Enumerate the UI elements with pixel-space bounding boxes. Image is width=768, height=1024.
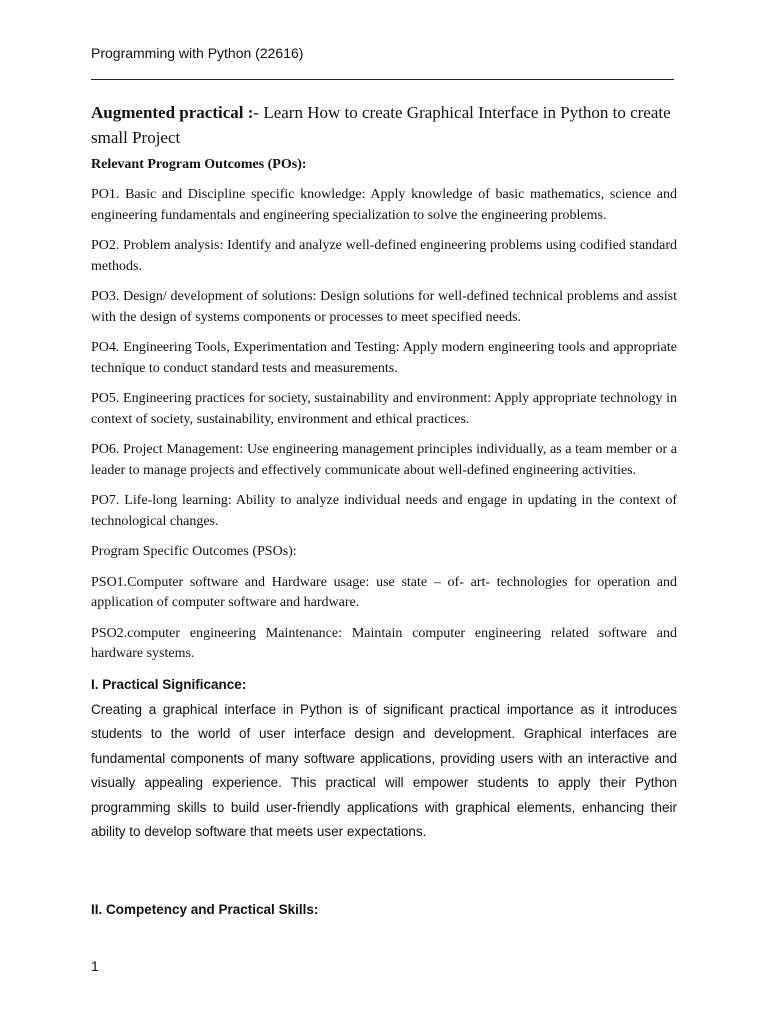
practical-title-label: Augmented practical : [91, 103, 254, 122]
practical-title [91, 100, 677, 150]
po-heading: Relevant Program Outcomes (POs): [91, 157, 307, 172]
po-item: PO1. Basic and Discipline specific knowledge: Apply knowledge of basic mathematics, science and engineering fundamentals and engineering specialization to solve the engineering problems. [91, 187, 677, 223]
po-item: PO7. Life-long learning: Ability to analyze individual needs and engage in updating in the context of technological changes. [91, 493, 677, 529]
po-item: PO3. Design/ development of solutions: Design solutions for well-defined technical problems and assist with the design of systems components or processes to meet specified needs. [91, 289, 677, 325]
po-item: PO2. Problem analysis: Identify and analyze well-defined engineering problems using codified standard methods. [91, 238, 677, 274]
pso-item: PSO2.computer engineering Maintenance: Maintain computer engineering related software and hardware systems. [91, 625, 677, 661]
practical-title-text: - Learn How to create Graphical Interface in Python to create small Project [91, 103, 671, 147]
header-rule [91, 79, 674, 80]
page-number: 1 [91, 958, 99, 974]
pso-item: PSO1.Computer software and Hardware usage: use state – of- art- technologies for operation and application of computer software and hardware. [91, 574, 677, 610]
pso-heading: Program Specific Outcomes (PSOs): [91, 544, 297, 559]
section-heading-competency: II. Competency and Practical Skills: [91, 902, 319, 917]
po-item: PO5. Engineering practices for society, sustainability and environment: Apply appropriate technology in context of society, sustainability, environment and ethical practices. [91, 391, 677, 427]
po-item: PO4. Engineering Tools, Experimentation and Testing: Apply modern engineering tools and appropriate technique to conduct standard tests and measurements. [91, 340, 677, 376]
po-item: PO6. Project Management: Use engineering management principles individually, as a team member or a leader to manage projects and effectively communicate about well-defined engineering activities. [91, 442, 677, 478]
section-body-significance: Creating a graphical interface in Python is of significant practical importance as it introduces students to the world of user interface design and development. Graphical interfaces are fundamental components of many software applications, providing users with an interactive and visually appealing experience. This practical will empower students to apply their Python programming skills to build user-friendly applications with graphical elements, enhancing their ability to develop software that meets user expectations. [91, 701, 677, 839]
section-heading-significance: I. Practical Significance: [91, 676, 247, 692]
page-content [91, 100, 677, 845]
page-header: Programming with Python (22616) [91, 45, 304, 61]
